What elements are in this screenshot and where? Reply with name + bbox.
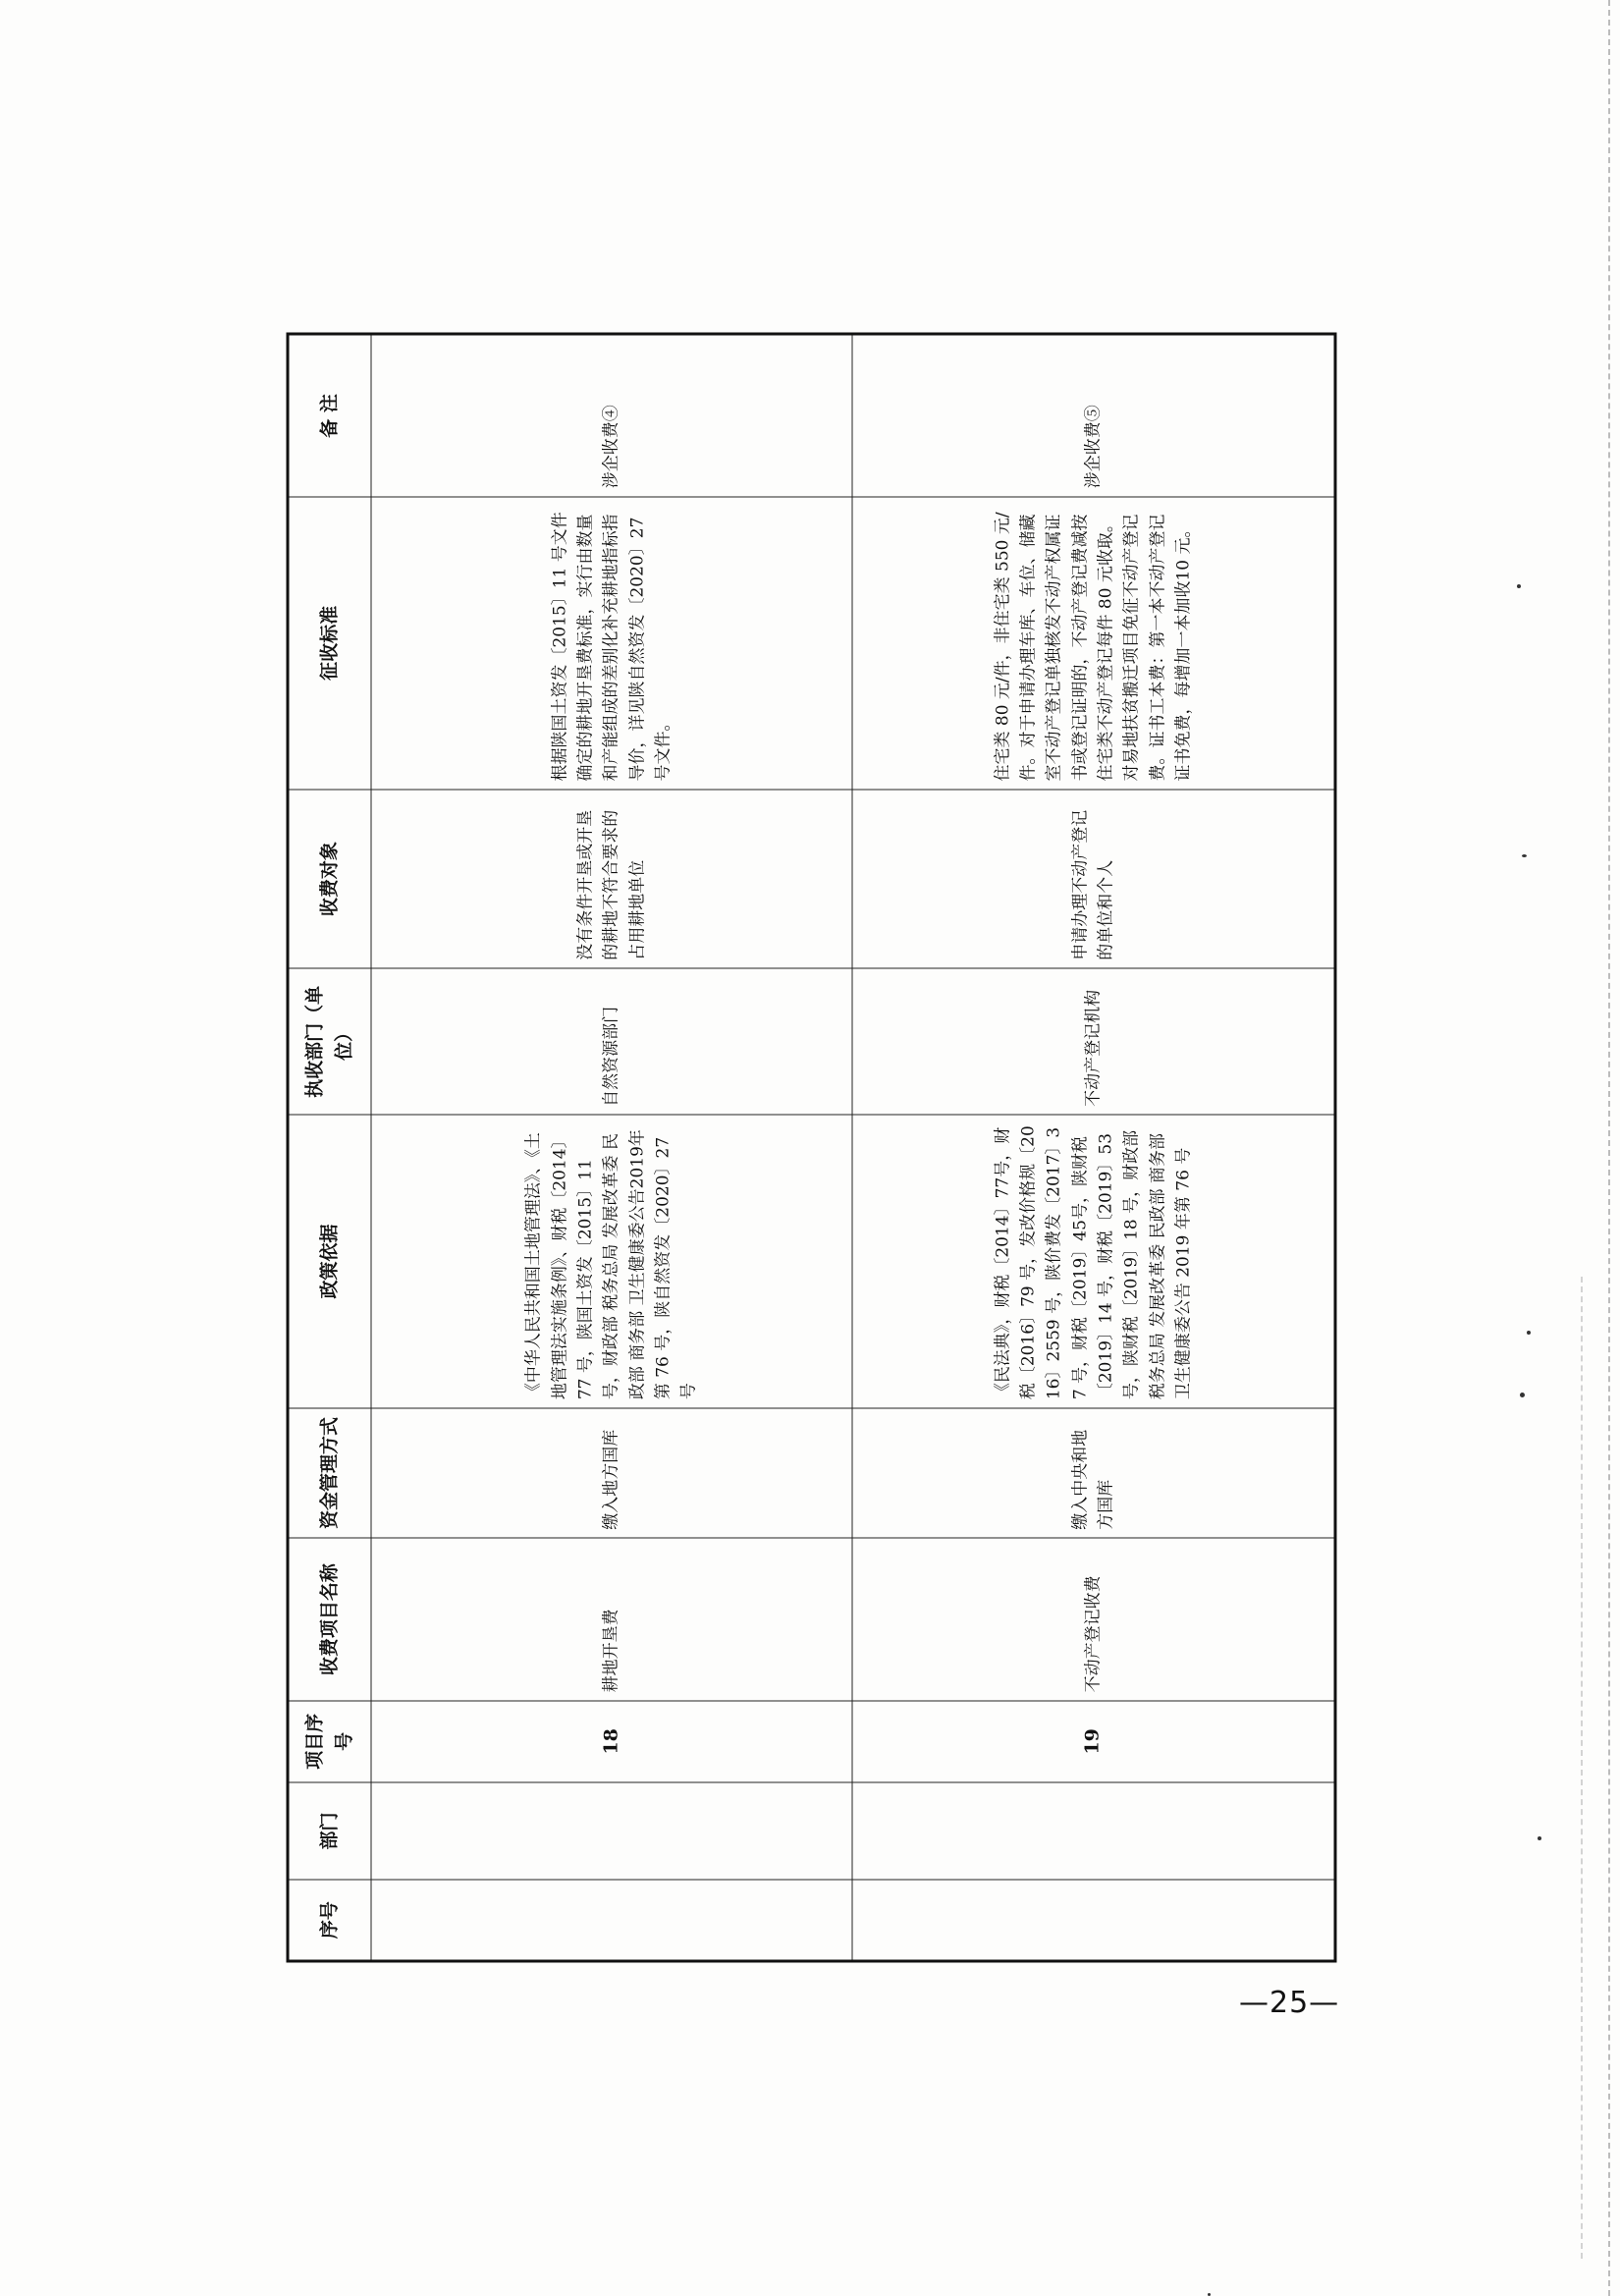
cell-item-no: 18 — [371, 1701, 852, 1782]
scan-speck — [1538, 1836, 1541, 1840]
table-row — [852, 334, 1335, 1961]
scan-edge-line-inner — [1581, 1277, 1583, 2259]
header-policy: 政策依据 — [288, 1115, 371, 1407]
page-number: —25— — [1239, 1986, 1340, 2020]
cell-dept — [371, 1782, 852, 1880]
header-seq: 序号 — [288, 1880, 371, 1961]
cell-policy: 《中华人民共和国土地管理法》、《土地管理法实施条例》、财税〔2014〕77 号，陕国土资发〔2015〕11 号，财政部 税务总局 发展改革委 民政部 商务部 卫生健康委公告2019年第 76 号，陕自然资发〔2020〕27 号 — [371, 1115, 852, 1407]
scan-speck — [1527, 1331, 1531, 1335]
cell-payer: 没有条件开垦或开垦的耕地不符合要求的占用耕地单位 — [371, 790, 852, 968]
cell-item-name: 不动产登记收费 — [852, 1538, 1335, 1701]
table-header-row — [288, 334, 371, 1961]
header-item-name: 收费项目名称 — [288, 1538, 371, 1701]
cell-standard: 根据陕国土资发〔2015〕11 号文件确定的耕地开垦费标准，实行由数量和产能组成的差别化补充耕地指标指导价，详见陕自然资发〔2020〕27 号文件。 — [371, 497, 852, 790]
cell-collector: 自然资源部门 — [371, 968, 852, 1115]
cell-dept — [852, 1782, 1335, 1880]
scan-speck — [1522, 854, 1527, 857]
cell-seq — [852, 1880, 1335, 1961]
header-payer: 收费对象 — [288, 790, 371, 968]
cell-item-name: 耕地开垦费 — [371, 1538, 852, 1701]
header-dept: 部门 — [288, 1782, 371, 1880]
table-row — [371, 334, 852, 1961]
fee-table — [287, 333, 1337, 1963]
cell-fund-mgmt: 缴入中央和地方国库 — [852, 1408, 1335, 1539]
header-item-no: 项目序号 — [288, 1701, 371, 1782]
scan-edge-line — [1608, 0, 1610, 2296]
cell-fund-mgmt: 缴入地方国库 — [371, 1408, 852, 1539]
cell-seq — [371, 1880, 852, 1961]
cell-collector: 不动产登记机构 — [852, 968, 1335, 1115]
cell-policy: 《民法典》，财税〔2014〕77号，财税〔2016〕79 号，发改价格规〔2016〕2559 号，陕价费发〔2017〕37 号，财税〔2019〕45号，陕财税〔2019〕14 号，财税〔2019〕53 号，陕财税〔2019〕18 号，财政部 税务总局 发展改革委 民政部 商务部 卫生健康委公告 2019 年第 76 号 — [852, 1115, 1335, 1407]
header-fund-mgmt: 资金管理方式 — [288, 1408, 371, 1539]
header-note: 备 注 — [288, 334, 371, 497]
header-collector: 执收部门（单位） — [288, 968, 371, 1115]
scan-speck — [1517, 584, 1521, 588]
cell-standard: 住宅类 80 元/件，非住宅类 550 元/件。对于申请办理车库、车位、储藏室不动产登记单独核发不动产权属证书或登记证明的，不动产登记费减按住宅类不动产登记每件 80 元收取。对易地扶贫搬迁项目免征不动产登记费。证书工本费：第一本不动产登记证书免费，每增加一本加收10 元。 — [852, 497, 1335, 790]
cell-payer: 申请办理不动产登记的单位和个人 — [852, 790, 1335, 968]
header-standard: 征收标准 — [288, 497, 371, 790]
rotated-fee-table-frame — [287, 333, 1334, 1963]
cell-item-no: 19 — [852, 1701, 1335, 1782]
scan-speck — [1520, 1393, 1525, 1397]
cell-note: 涉企收费④ — [371, 334, 852, 497]
cell-note: 涉企收费⑤ — [852, 334, 1335, 497]
